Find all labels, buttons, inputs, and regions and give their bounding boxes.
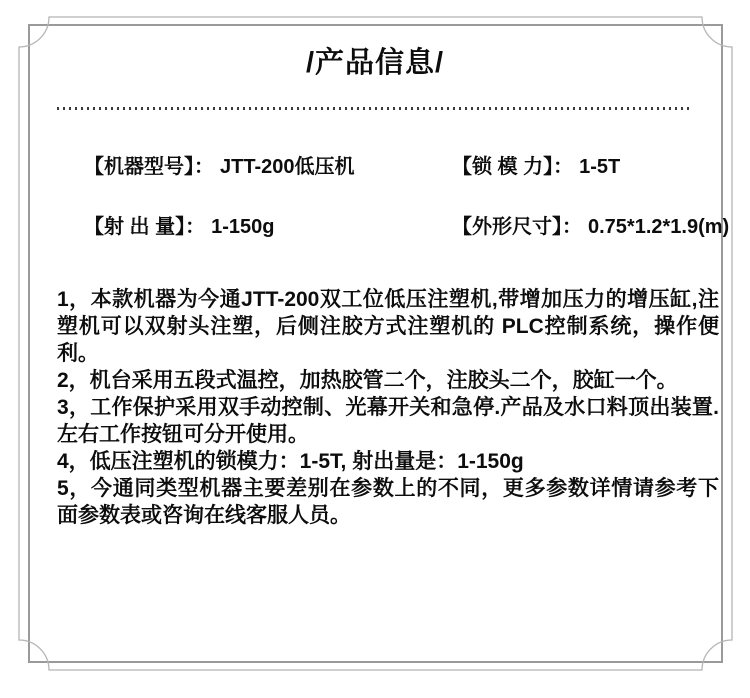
- description-item-4: 4，低压注塑机的锁模力：1-5T, 射出量是：1-150g: [57, 450, 524, 473]
- dotted-divider: [57, 107, 690, 110]
- description-item-1: 1，本款机器为今通JTT-200双工位低压注塑机,带增加压力的增压缸,注塑机可以双射头注塑，后侧注胶方式注塑机的 PLC控制系统，操作便利。: [57, 288, 719, 365]
- spec-dimensions-label: 【外形尺寸】：: [452, 216, 582, 238]
- description-item-2: 2，机台采用五段式温控，加热胶管二个，注胶头二个，胶缸一个。: [57, 369, 678, 392]
- description-item-3: 3，工作保护采用双手动控制、光幕开关和急停.产品及水口料顶出装置.左右工作按钮可分开使用。: [57, 396, 719, 446]
- spec-dimensions: [452, 214, 729, 240]
- product-description: [57, 286, 719, 529]
- description-item-5: 5，今通同类型机器主要差别在参数上的不同，更多参数详情请参考下面参数表或咨询在线客服人员。: [57, 477, 719, 527]
- spec-dimensions-value: 0.75*1.2*1.9(m): [588, 216, 730, 238]
- spec-clamping-force-value: 1-5T: [579, 156, 621, 178]
- spec-machine-model-value: JTT-200低压机: [220, 156, 355, 178]
- spec-shot-volume-label: 【射 出 量】：: [84, 216, 206, 238]
- spec-clamping-force-label: 【锁 模 力】：: [452, 156, 574, 178]
- spec-shot-volume: [84, 214, 275, 240]
- page-title: /产品信息/: [305, 47, 445, 79]
- spec-machine-model: [84, 154, 354, 180]
- spec-clamping-force: [452, 154, 620, 180]
- spec-machine-model-label: 【机器型号】：: [84, 156, 214, 178]
- spec-shot-volume-value: 1-150g: [211, 216, 275, 238]
